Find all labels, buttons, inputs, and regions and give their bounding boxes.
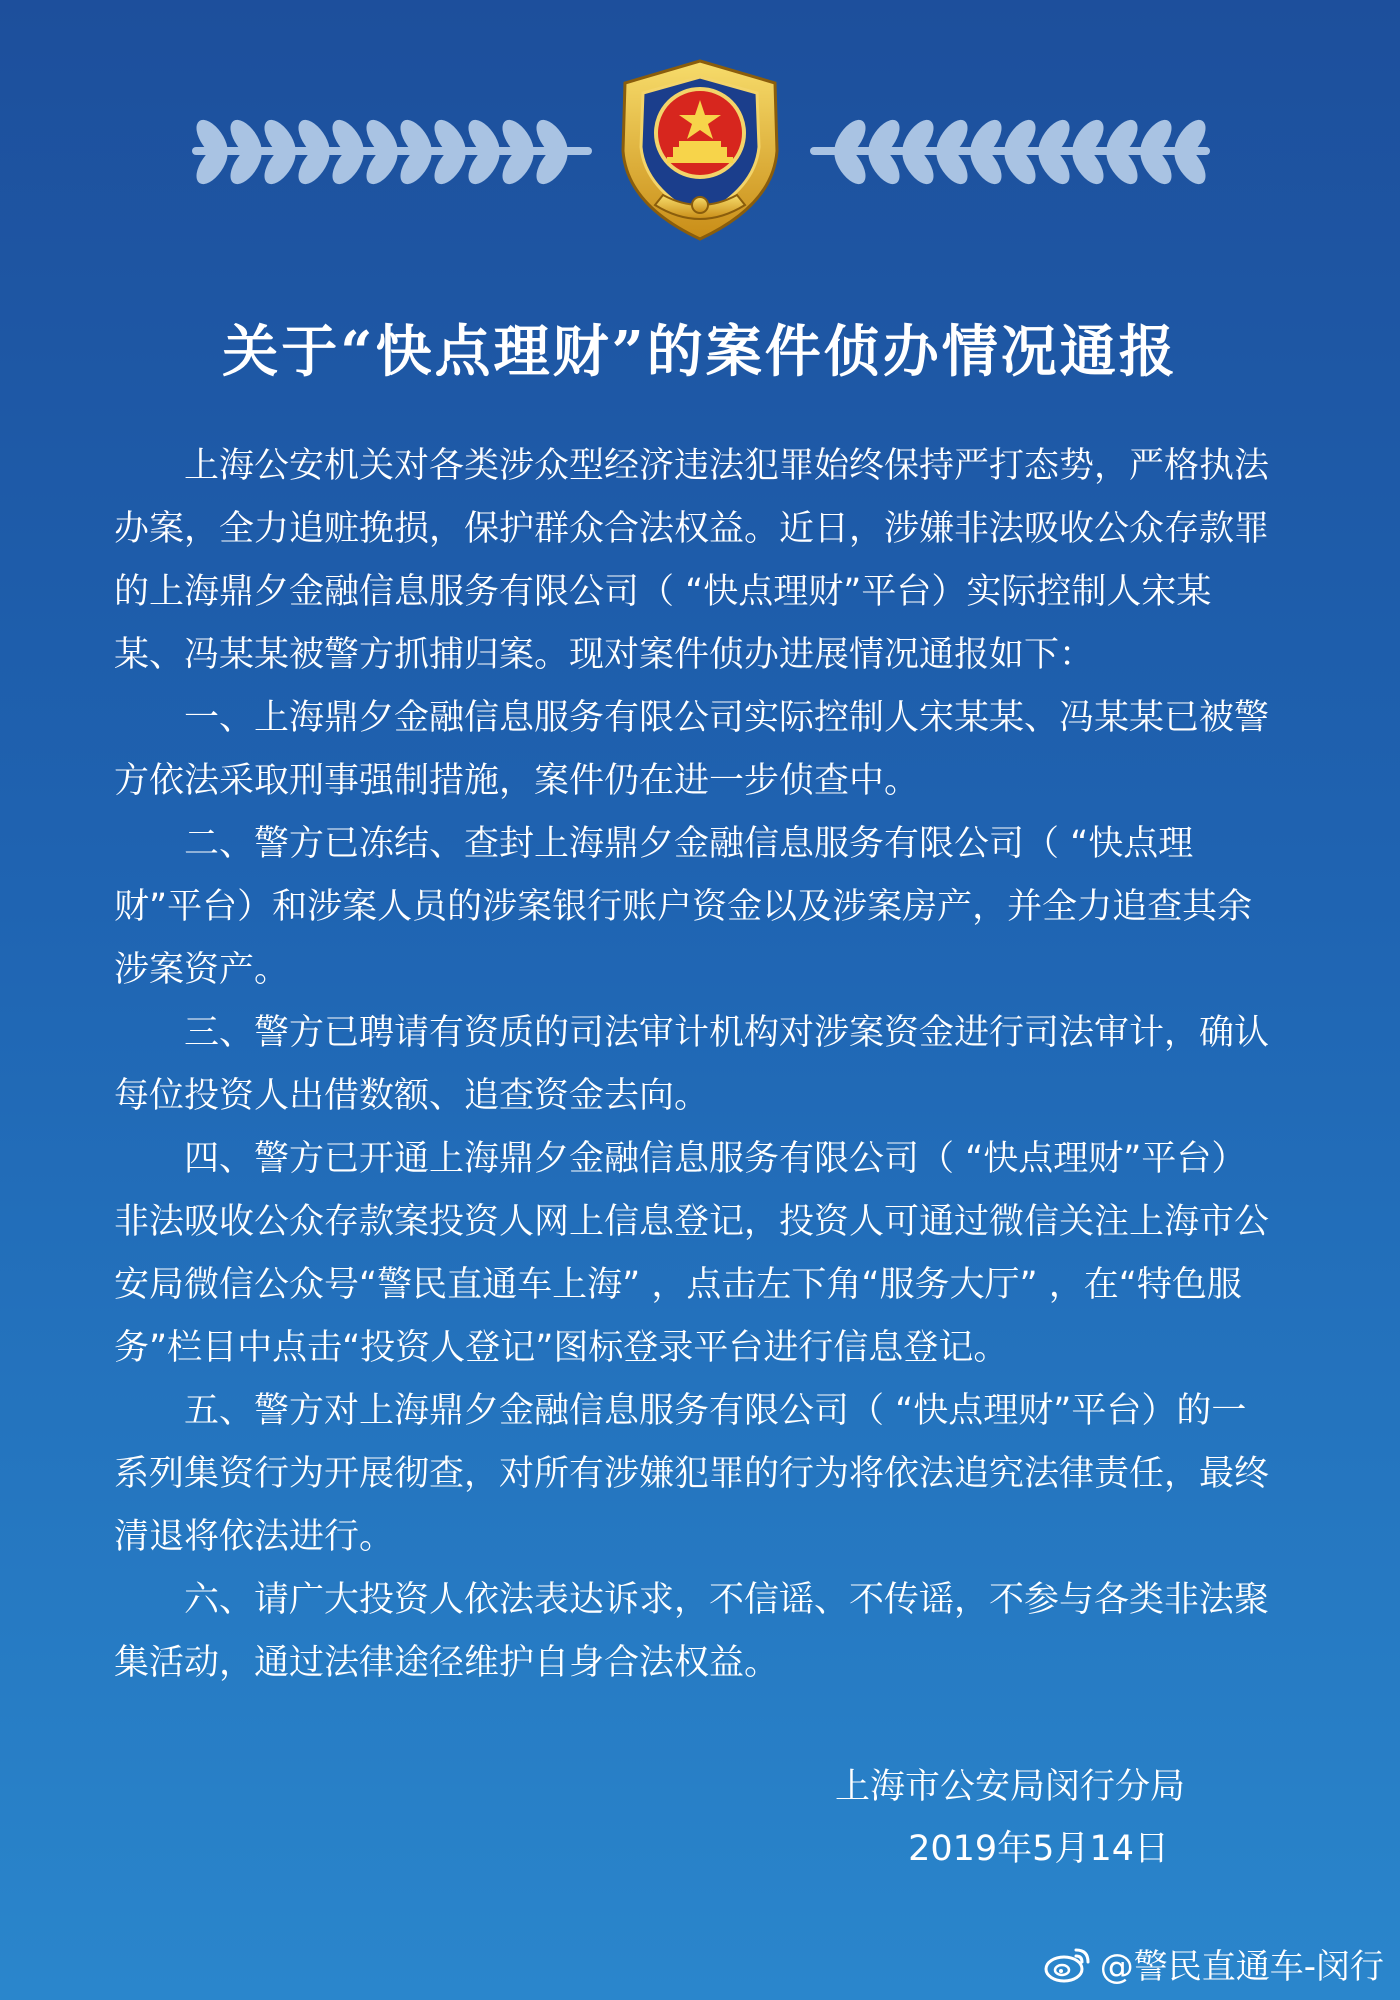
- paragraph-item-2: 二、警方已冻结、查封上海鼎夕金融信息服务有限公司（ “快点理财”平台）和涉案人员的涉案银行账户资金以及涉案房产，并全力追查其余涉案资产。: [114, 824, 1253, 990]
- paragraph-intro: 上海公安机关对各类涉众型经济违法犯罪始终保持严打态势，严格执法办案，全力追赃挽损，保护群众合法权益。近日，涉嫌非法吸收公众存款罪的上海鼎夕金融信息服务有限公司（ “快点理财”平台）实际控制人宋某某、冯某某被警方抓捕归案。现对案件侦办进展情况通报如下：: [114, 446, 1270, 675]
- signature-org: 上海市公安局闵行分局: [834, 1767, 1185, 1807]
- header-emblem-area: [0, 55, 1400, 255]
- paragraph-item-5: 五、警方对上海鼎夕金融信息服务有限公司（ “快点理财”平台）的一系列集资行为开展彻查，对所有涉嫌犯罪的行为将依法追究法律责任，最终清退将依法进行。: [114, 1391, 1270, 1557]
- signature-date: 2019年5月14日: [908, 1829, 1169, 1869]
- paragraph-item-1: 一、上海鼎夕金融信息服务有限公司实际控制人宋某某、冯某某已被警方依法采取刑事强制措施，案件仍在进一步侦查中。: [114, 698, 1270, 801]
- weibo-watermark: [1044, 1939, 1384, 1988]
- notice-title: 关于“快点理财”的案件侦办情况通报: [222, 319, 1178, 385]
- right-wing-icon: [800, 117, 1210, 187]
- notice-body: [114, 435, 1274, 1695]
- weibo-icon: [1044, 1944, 1092, 1984]
- police-emblem-icon: [605, 55, 795, 245]
- paragraph-item-3: 三、警方已聘请有资质的司法审计机构对涉案资金进行司法审计，确认每位投资人出借数额、追查资金去向。: [114, 1013, 1270, 1116]
- signature-block: [0, 1756, 1185, 1880]
- left-wing-icon: [192, 117, 602, 187]
- paragraph-item-6: 六、请广大投资人依法表达诉求，不信谣、不传谣，不参与各类非法聚集活动，通过法律途径维护自身合法权益。: [114, 1580, 1270, 1683]
- watermark-text: @警民直通车-闵行: [1099, 1947, 1384, 1987]
- paragraph-item-4: 四、警方已开通上海鼎夕金融信息服务有限公司（ “快点理财”平台）非法吸收公众存款案投资人网上信息登记，投资人可通过微信关注上海市公安局微信公众号“警民直通车上海” ，点击左下角“服务大厅” ，在“特色服务”栏目中点击“投资人登记”图标登录平台进行信息登记。: [114, 1139, 1270, 1368]
